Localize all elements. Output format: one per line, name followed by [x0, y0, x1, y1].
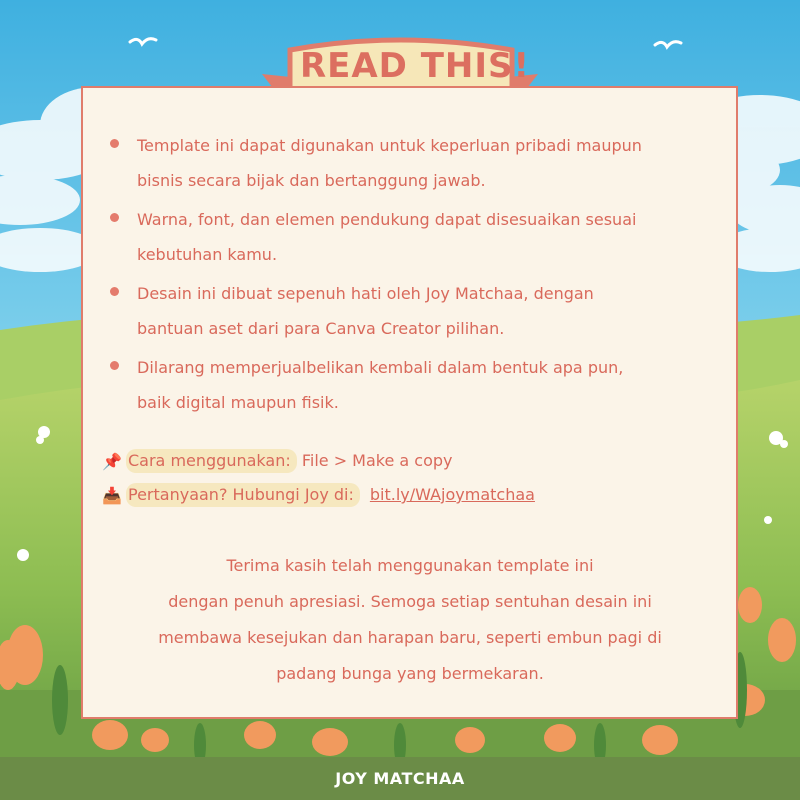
rules-list: [110, 128, 710, 424]
banner-title: READ THIS!: [299, 46, 531, 86]
howto-value: File > Make a copy: [301, 451, 453, 470]
closing-line: padang bunga yang bermekaran.: [276, 664, 544, 683]
list-item: [110, 128, 710, 198]
rule-line: bantuan aset dari para Canva Creator pilihan.: [137, 319, 505, 338]
closing-line: Terima kasih telah menggunakan template ini: [226, 556, 594, 575]
contact-row: [102, 480, 702, 510]
rule-line: bisnis secara bijak dan bertanggung jawab.: [137, 171, 486, 190]
list-item: [110, 276, 710, 346]
howto-row: [102, 446, 702, 476]
rule-line: Dilarang memperjualbelikan kembali dalam bentuk apa pun,: [137, 358, 624, 377]
bullet-dot-icon: [110, 139, 119, 148]
contact-label: Pertanyaan? Hubungi Joy di:: [126, 483, 360, 507]
rule-line: Template ini dapat digunakan untuk keperluan pribadi maupun: [137, 136, 642, 155]
list-item: [110, 202, 710, 272]
closing-line: membawa kesejukan dan harapan baru, seperti embun pagi di: [158, 628, 662, 647]
rule-line: Warna, font, dan elemen pendukung dapat disesuaikan sesuai: [137, 210, 637, 229]
list-item: [110, 350, 710, 420]
closing-message: [100, 548, 720, 692]
closing-line: dengan penuh apresiasi. Semoga setiap sentuhan desain ini: [168, 592, 652, 611]
bullet-dot-icon: [110, 361, 119, 370]
inbox-tray-icon: 📥: [102, 485, 122, 505]
footer-brand: JOY MATCHAA: [0, 757, 800, 800]
bullet-dot-icon: [110, 213, 119, 222]
rule-line: baik digital maupun fisik.: [137, 393, 339, 412]
contact-link[interactable]: bit.ly/WAjoymatchaa: [369, 485, 535, 504]
bullet-dot-icon: [110, 287, 119, 296]
pushpin-icon: 📌: [102, 451, 122, 471]
rule-line: kebutuhan kamu.: [137, 245, 278, 264]
howto-label: Cara menggunakan:: [126, 449, 297, 473]
rule-line: Desain ini dibuat sepenuh hati oleh Joy Matchaa, dengan: [137, 284, 594, 303]
